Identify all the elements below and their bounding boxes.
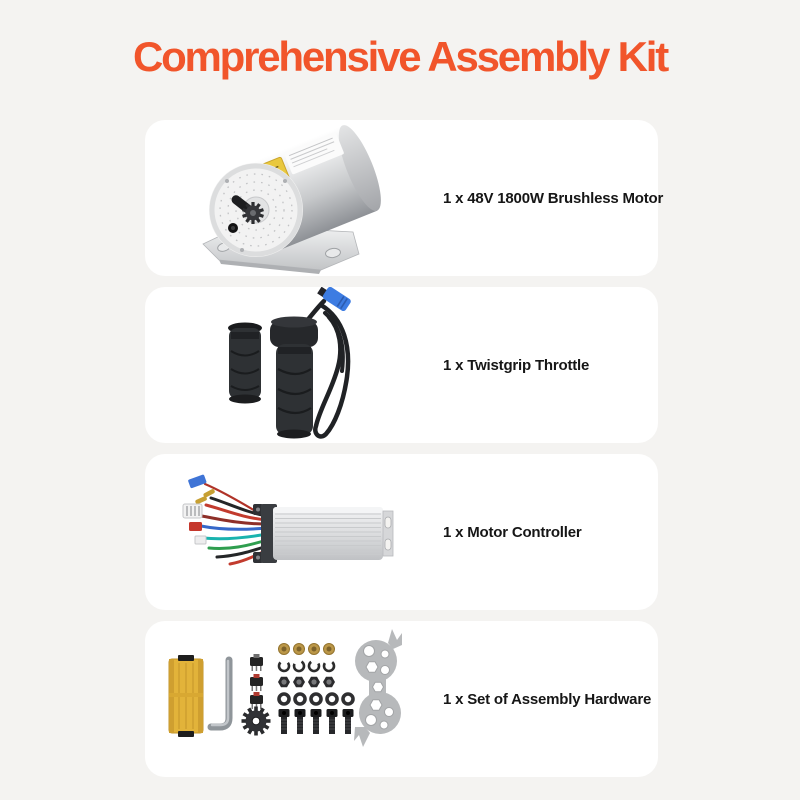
kit-item-label: 1 x Motor Controller [443, 523, 582, 541]
kit-item-label: 1 x Set of Assembly Hardware [443, 690, 652, 708]
kit-list [145, 120, 664, 777]
brushless-motor-illustration [145, 120, 445, 276]
kit-item-motor [145, 120, 664, 276]
brushless-motor-image [145, 120, 445, 276]
motor-controller-image [145, 454, 445, 610]
kit-item-controller [145, 454, 658, 610]
harness-connectors [183, 474, 215, 544]
tensioner-block [169, 655, 203, 737]
sprocket [242, 707, 271, 736]
hex-key [211, 660, 229, 727]
kit-item-hardware [145, 621, 658, 777]
motor-face [209, 163, 303, 257]
kit-item-label: 1 x 48V 1800W Brushless Motor [443, 189, 664, 207]
left-grip [228, 323, 262, 404]
page-title: Comprehensive Assembly Kit [132, 33, 668, 80]
kit-item-throttle [145, 287, 658, 443]
snap-rings [277, 659, 336, 673]
hex-nuts [278, 677, 335, 687]
motor-controller-illustration [145, 454, 445, 610]
socket-bolts [279, 709, 354, 734]
controller-box [253, 504, 393, 563]
twistgrip-throttle-illustration [145, 287, 445, 443]
micro-switches [250, 654, 263, 709]
kit-item-label: 1 x Twistgrip Throttle [443, 356, 590, 374]
twistgrip-throttle-image [145, 287, 445, 443]
throttle-grip [270, 317, 318, 439]
assembly-hardware-image [145, 621, 445, 777]
assembly-hardware-illustration [145, 621, 445, 777]
blue-connector [317, 287, 352, 312]
washers [277, 692, 355, 706]
multi-spanner [354, 629, 402, 747]
brass-nuts [279, 644, 335, 655]
